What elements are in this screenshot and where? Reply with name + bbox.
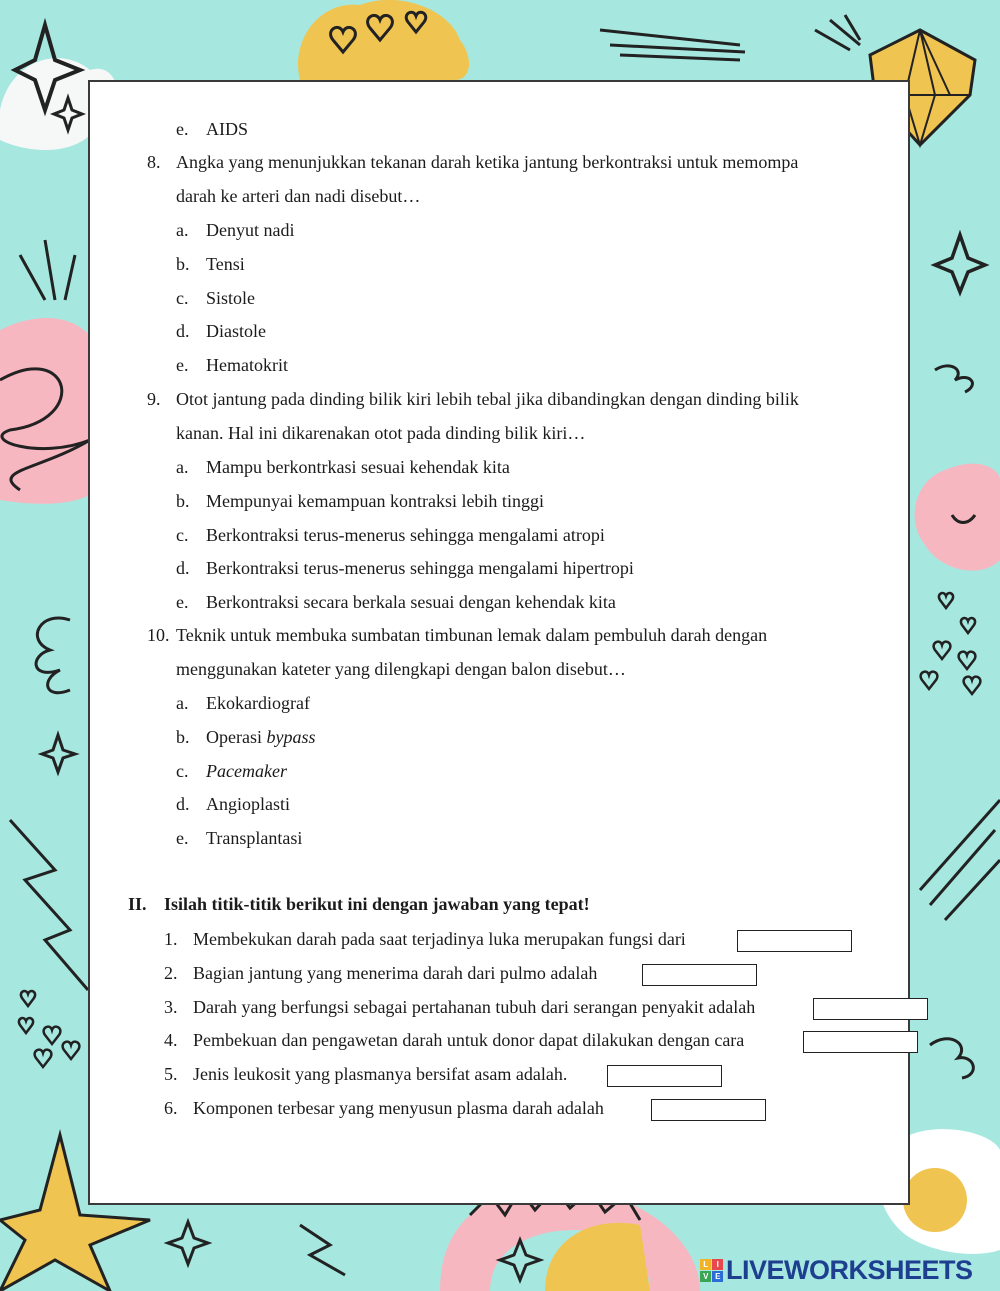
- swirl-doodle: [930, 1039, 973, 1078]
- answer-option[interactable]: [176, 490, 544, 512]
- question-number: 9.: [147, 389, 161, 409]
- answer-option[interactable]: [176, 827, 303, 849]
- option-text: [206, 793, 290, 815]
- answer-option[interactable]: [176, 557, 634, 579]
- hearts-doodle: [921, 593, 981, 694]
- option-text: [206, 219, 294, 241]
- option-letter: d.: [176, 558, 190, 579]
- fill-in-item: [164, 1063, 568, 1085]
- question-text-line: Otot jantung pada dinding bilik kiri lebih tebal jika dibandingkan dengan dinding bilik: [176, 389, 799, 409]
- item-text: Darah yang berfungsi sebagai pertahanan tubuh dari serangan penyakit adalah: [193, 997, 756, 1017]
- item-number: 2.: [164, 963, 178, 983]
- question-text-line: Teknik untuk membuka sumbatan timbunan lemak dalam pembuluh darah dengan: [176, 625, 768, 645]
- item-number: 4.: [164, 1030, 178, 1050]
- swirl-doodle: [36, 618, 70, 693]
- option-letter: e.: [176, 355, 189, 376]
- option-letter: c.: [176, 524, 189, 545]
- item-number: 6.: [164, 1098, 178, 1118]
- sparkle-icon: [935, 235, 985, 292]
- answer-input-4[interactable]: [803, 1031, 918, 1053]
- answer-option[interactable]: [176, 320, 266, 342]
- question-number: 8.: [147, 152, 161, 172]
- option-letter: a.: [176, 693, 189, 713]
- logo-text: LIVEWORKSHEETS: [726, 1254, 973, 1285]
- option-text: [206, 490, 544, 512]
- fill-in-item: [164, 1097, 604, 1119]
- option-letter: b.: [176, 490, 190, 511]
- hearts-doodle: [19, 991, 79, 1067]
- option-text-plain: Sistole: [206, 287, 256, 308]
- section-numeral: II.: [128, 894, 147, 914]
- scribble-lines-doodle: [600, 30, 745, 60]
- option-text: [206, 287, 255, 309]
- option-text: [206, 557, 634, 579]
- item-text: Jenis leukosit yang plasmanya bersifat asam adalah.: [193, 1064, 568, 1084]
- sparkle-icon: [42, 735, 75, 772]
- answer-input-5[interactable]: [607, 1065, 722, 1087]
- option-letter: b.: [176, 253, 190, 274]
- option-text-plain: Mampu berkontrkasi sesuai kehendak kita: [206, 457, 510, 477]
- question-text-line: darah ke arteri dan nadi disebut…: [176, 186, 421, 206]
- answer-input-3[interactable]: [813, 998, 928, 1020]
- section-title: Isilah titik-titik berikut ini dengan jawaban yang tepat!: [164, 894, 590, 914]
- option-text-plain: Mempunyai kemampuan kontraksi lebih tinggi: [206, 490, 544, 511]
- sparkle-icon: [168, 1222, 208, 1264]
- option-text: AIDS: [206, 119, 249, 139]
- question-text-line: menggunakan kateter yang dilengkapi dengan balon disebut…: [176, 659, 626, 679]
- option-text: [206, 320, 266, 342]
- option-text-plain: Transplantasi: [206, 828, 303, 849]
- spark-lines-doodle: [20, 240, 75, 300]
- option-letter: c.: [176, 287, 189, 308]
- option-text-plain: Ekokardiograf: [206, 693, 310, 713]
- option-letter: d.: [176, 794, 190, 815]
- option-letter: e.: [176, 119, 189, 139]
- option-text-plain: Berkontraksi secara berkala sesuai dengan kehendak kita: [206, 592, 616, 613]
- answer-option[interactable]: [176, 591, 616, 613]
- option-letter: a.: [176, 220, 189, 240]
- option-letter: c.: [176, 760, 189, 781]
- item-text: Pembekuan dan pengawetan darah untuk donor dapat dilakukan dengan cara: [193, 1030, 745, 1050]
- yellow-blob-hearts-doodle: [298, 0, 469, 80]
- answer-option[interactable]: [176, 456, 510, 478]
- option-text-plain: Denyut nadi: [206, 220, 295, 240]
- option-text-plain: Diastole: [206, 321, 266, 342]
- item-text: Komponen terbesar yang menyusun plasma darah adalah: [193, 1098, 604, 1118]
- option-text-plain: Angioplasti: [206, 794, 290, 815]
- answer-option[interactable]: [176, 726, 316, 748]
- answer-option[interactable]: [176, 253, 245, 275]
- q7-option-e: [176, 118, 249, 140]
- spark-lines-doodle: [815, 15, 860, 50]
- zigzag-doodle: [10, 820, 88, 990]
- option-text: [206, 591, 616, 613]
- logo-mark-icon: L I V E: [700, 1259, 723, 1282]
- yellow-half-disc-doodle: [545, 1223, 650, 1291]
- question-text-line: Angka yang menunjukkan tekanan darah ketika jantung berkontraksi untuk memompa: [176, 152, 799, 172]
- answer-option[interactable]: [176, 692, 310, 714]
- option-text: [206, 726, 315, 748]
- option-text: [206, 456, 510, 478]
- option-text: [206, 827, 302, 849]
- item-text: Bagian jantung yang menerima darah dari pulmo adalah: [193, 963, 598, 983]
- question-number: 10.: [147, 625, 170, 645]
- option-text-plain: Berkontraksi terus-menerus sehingga mengalami atropi: [206, 524, 605, 545]
- answer-option[interactable]: [176, 354, 288, 376]
- option-text: [206, 354, 288, 376]
- answer-option[interactable]: [176, 760, 287, 782]
- fill-in-item: [164, 928, 686, 950]
- spark-lines-doodle: [920, 800, 1000, 920]
- option-letter: e.: [176, 828, 189, 849]
- answer-option[interactable]: [176, 793, 290, 815]
- option-letter: b.: [176, 726, 190, 747]
- option-text-italic: bypass: [266, 726, 316, 747]
- zigzag-doodle: [300, 1225, 345, 1275]
- section-two-heading: [128, 893, 590, 915]
- question-text-line: kanan. Hal ini dikarenakan otot pada dinding bilik kiri…: [176, 423, 586, 443]
- answer-input-2[interactable]: [642, 964, 757, 986]
- swirl-doodle: [935, 366, 972, 392]
- option-text-plain: Operasi: [206, 726, 267, 747]
- answer-input-6[interactable]: [651, 1099, 766, 1121]
- option-text: [206, 760, 287, 782]
- answer-option[interactable]: [176, 287, 256, 309]
- option-text-plain: Hematokrit: [206, 355, 288, 376]
- answer-option[interactable]: [176, 219, 295, 241]
- option-text: [206, 524, 605, 546]
- option-text: [206, 253, 245, 275]
- liveworksheets-logo: [700, 1256, 973, 1284]
- option-text-italic: Pacemaker: [206, 760, 287, 781]
- fill-in-item: [164, 1029, 745, 1051]
- item-number: 1.: [164, 929, 178, 949]
- option-letter: a.: [176, 457, 189, 477]
- answer-option[interactable]: [176, 524, 605, 546]
- option-text-plain: Tensi: [206, 253, 245, 274]
- option-text: [206, 692, 310, 714]
- option-text-plain: Berkontraksi terus-menerus sehingga mengalami hipertropi: [206, 558, 634, 579]
- option-letter: e.: [176, 592, 189, 613]
- answer-input-1[interactable]: [737, 930, 852, 952]
- option-letter: d.: [176, 321, 190, 342]
- pink-blob-doodle: [915, 464, 1000, 571]
- fill-in-item: [164, 962, 598, 984]
- egg-yolk-doodle: [903, 1168, 967, 1232]
- fill-in-item: [164, 996, 756, 1018]
- item-number: 3.: [164, 997, 178, 1017]
- item-number: 5.: [164, 1064, 178, 1084]
- item-text: Membekukan darah pada saat terjadinya luka merupakan fungsi dari: [193, 929, 686, 949]
